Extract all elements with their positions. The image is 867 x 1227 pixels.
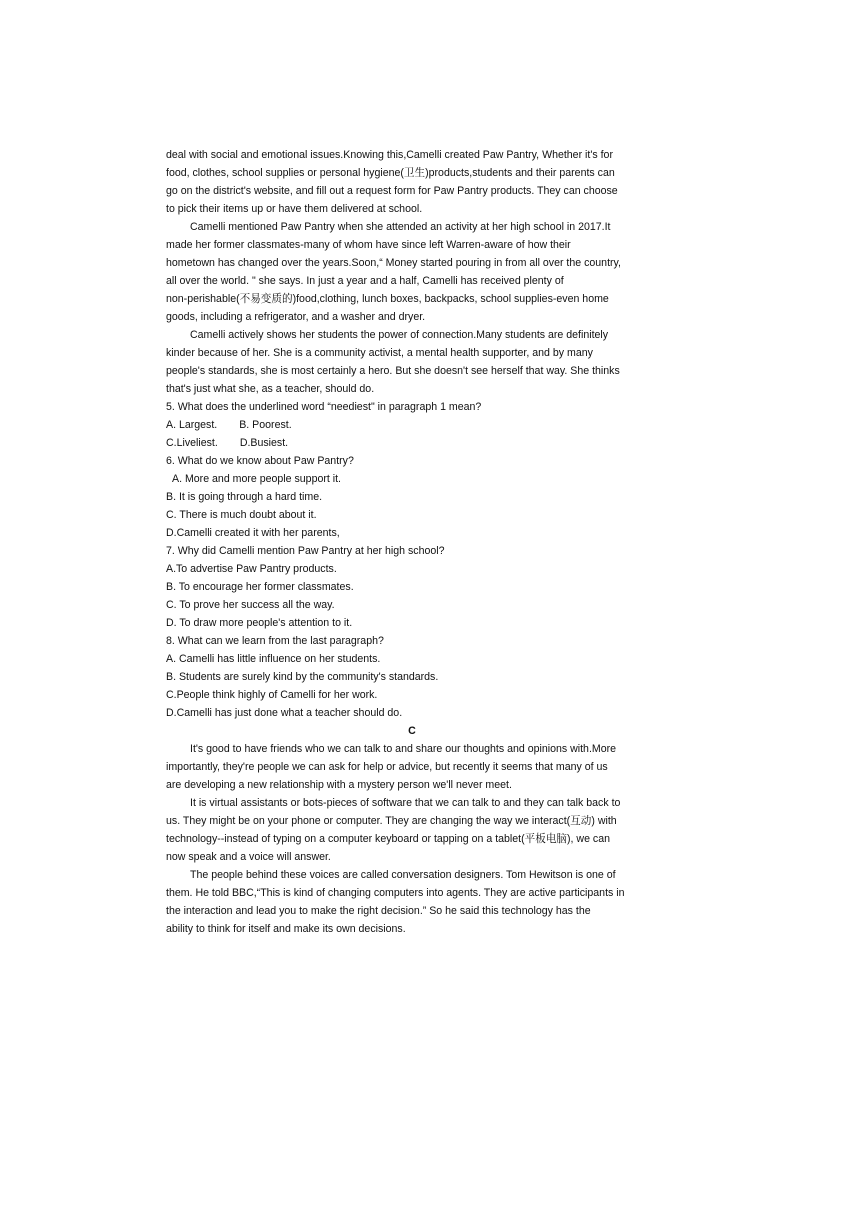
passage-b-paragraph-1 <box>166 146 656 218</box>
text-line: technology--instead of typing on a computer keyboard or tapping on a tablet(平板电脑), we can <box>166 833 611 845</box>
option-c: C. To prove her success all the way. <box>166 599 335 611</box>
passage-c-paragraph-1 <box>166 740 656 794</box>
option-c: C.Liveliest. <box>166 437 218 449</box>
option-c: C.People think highly of Camelli for her work. <box>166 689 378 701</box>
text-line: goods, including a refrigerator, and a washer and dryer. <box>166 311 426 323</box>
text-line: food, clothes, school supplies or personal hygiene(卫生)products,students and their parents can <box>166 167 615 179</box>
question-7 <box>166 542 656 632</box>
question-stem: 5. What does the underlined word “neediest" in paragraph 1 mean? <box>166 401 482 413</box>
text-line: now speak and a voice will answer. <box>166 851 331 863</box>
text-line: non-perishable(不易变质的)food,clothing, lunch boxes, backpacks, school supplies-even home <box>166 293 609 305</box>
option-row <box>166 416 656 434</box>
option-row <box>166 434 656 452</box>
option-b: B. It is going through a hard time. <box>166 491 323 503</box>
text-line: importantly, they're people we can ask for help or advice, but recently it seems that many of us <box>166 761 608 773</box>
text-line: go on the district's website, and fill out a request form for Paw Pantry products. They can choose <box>166 185 618 197</box>
text-line: It's good to have friends who we can talk to and share our thoughts and opinions with.More <box>190 743 617 755</box>
question-stem: 7. Why did Camelli mention Paw Pantry at her high school? <box>166 545 445 557</box>
text-line: kinder because of her. She is a community activist, a mental health supporter, and by many <box>166 347 593 359</box>
question-stem: 6. What do we know about Paw Pantry? <box>166 455 354 467</box>
text-line: us. They might be on your phone or computer. They are changing the way we interact(互动) with <box>166 815 617 827</box>
text-line: deal with social and emotional issues.Knowing this,Camelli created Paw Pantry, Whether it's for <box>166 149 613 161</box>
text-line: It is virtual assistants or bots-pieces of software that we can talk to and they can talk back to <box>190 797 621 809</box>
option-d: D. To draw more people's attention to it. <box>166 617 353 629</box>
option-c: C. There is much doubt about it. <box>166 509 317 521</box>
text-line: Camelli actively shows her students the power of connection.Many students are definitely <box>190 329 609 341</box>
option-b: B. Students are surely kind by the community's standards. <box>166 671 439 683</box>
question-6 <box>166 452 656 542</box>
text-line: The people behind these voices are called conversation designers. Tom Hewitson is one of <box>190 869 616 881</box>
text-line: ability to think for itself and make its own decisions. <box>166 923 406 935</box>
option-b: B. To encourage her former classmates. <box>166 581 354 593</box>
option-a: A. Largest. <box>166 419 218 431</box>
passage-b-paragraph-3 <box>166 326 656 398</box>
text-line: are developing a new relationship with a mystery person we'll never meet. <box>166 779 512 791</box>
option-a: A. Camelli has little influence on her students. <box>166 653 381 665</box>
option-b: B. Poorest. <box>239 419 292 431</box>
text-line: the interaction and lead you to make the right decision.” So he said this technology has the <box>166 905 591 917</box>
question-stem: 8. What can we learn from the last paragraph? <box>166 635 384 647</box>
text-line: to pick their items up or have them delivered at school. <box>166 203 423 215</box>
option-a: A. More and more people support it. <box>172 473 342 485</box>
option-a: A.To advertise Paw Pantry products. <box>166 563 337 575</box>
text-line: hometown has changed over the years.Soon,“ Money started pouring in from all over the country, <box>166 257 621 269</box>
passage-c-paragraph-2 <box>166 794 656 866</box>
text-line: made her former classmates-many of whom have since left Warren-aware of how their <box>166 239 571 251</box>
option-d: D.Busiest. <box>239 437 289 449</box>
passage-c-paragraph-3 <box>166 866 656 938</box>
text-line: that's just what she, as a teacher, should do. <box>166 383 375 395</box>
text-line: Camelli mentioned Paw Pantry when she attended an activity at her high school in 2017.It <box>190 221 611 233</box>
section-heading: C <box>408 725 416 737</box>
text-line: people's standards, she is most certainly a hero. But she doesn't see herself that way. She thinks <box>166 365 620 377</box>
document-page <box>166 146 656 938</box>
passage-b-paragraph-2 <box>166 218 656 326</box>
question-5 <box>166 398 656 452</box>
option-d: D.Camelli has just done what a teacher should do. <box>166 707 403 719</box>
text-line: all over the world. " she says. In just a year and a half, Camelli has received plenty of <box>166 275 564 287</box>
text-line: them. He told BBC,“This is kind of changing computers into agents. They are active participants in <box>166 887 625 899</box>
question-8 <box>166 632 656 722</box>
option-d: D.Camelli created it with her parents, <box>166 527 340 539</box>
